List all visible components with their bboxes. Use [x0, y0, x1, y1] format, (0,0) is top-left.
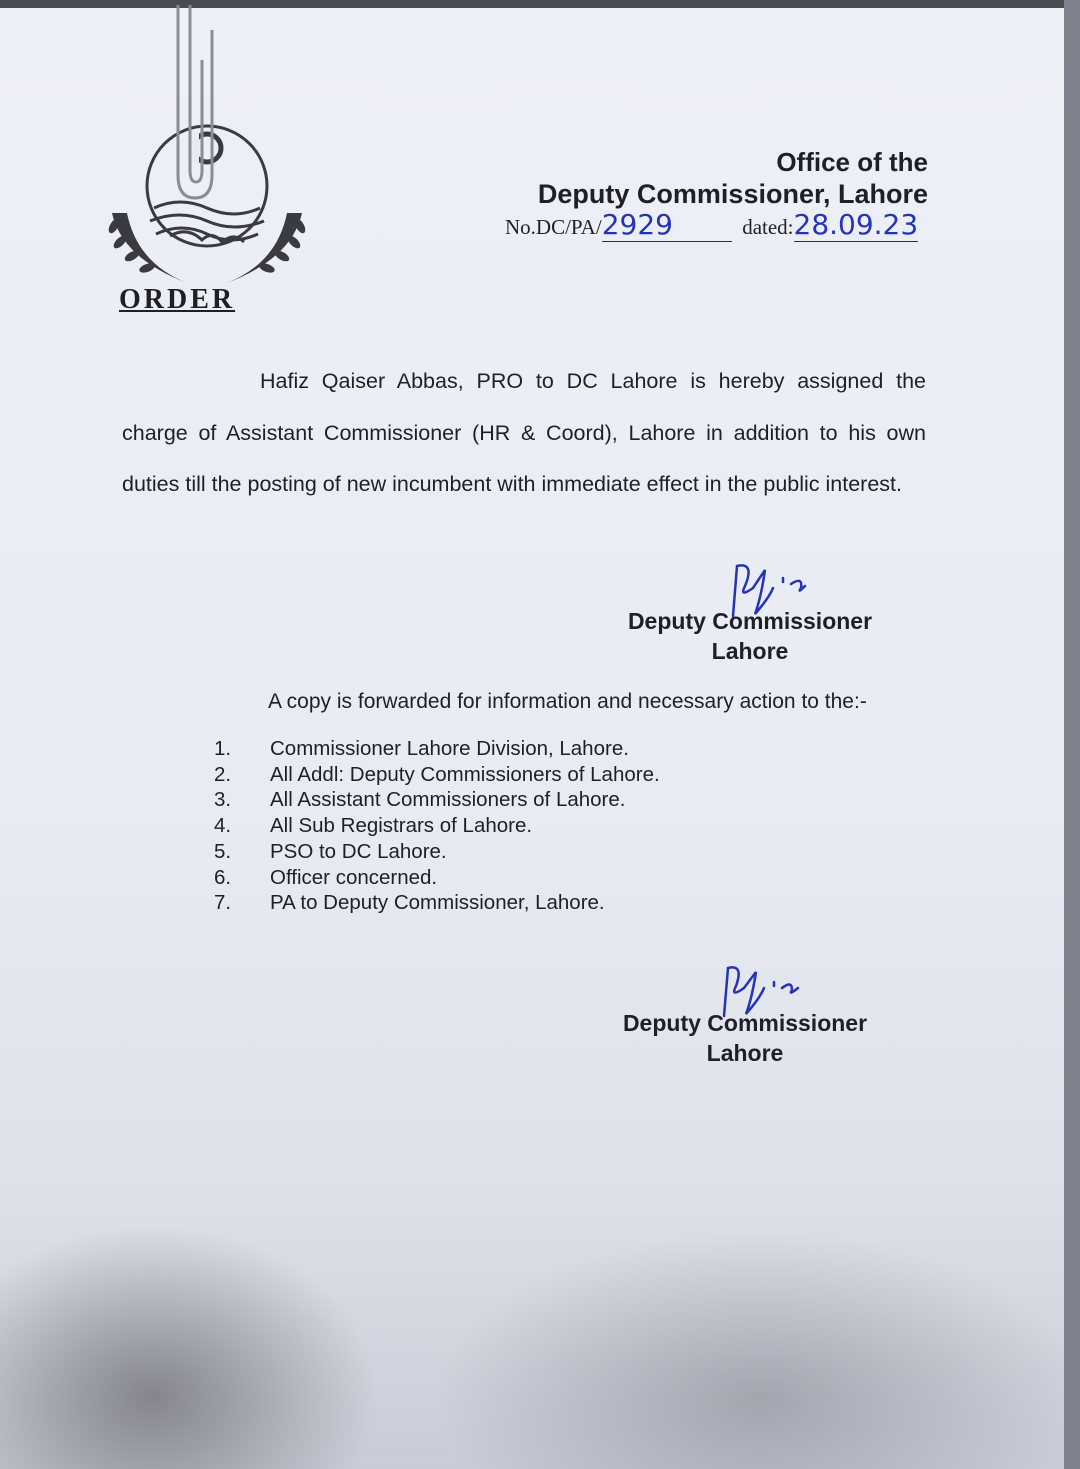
list-item: 2. All Addl: Deputy Commissioners of Lahore.: [214, 762, 660, 786]
office-line-2: Deputy Commissioner, Lahore: [537, 179, 928, 209]
phone-shadow: [440, 1235, 1080, 1469]
signatory-title: Deputy Commissioner: [622, 1010, 868, 1036]
copy-intro: A copy is forwarded for information and necessary action to the:-: [268, 690, 867, 713]
list-item: 7. PA to Deputy Commissioner, Lahore.: [214, 891, 605, 915]
signatory-place: Lahore: [711, 638, 789, 664]
number-label: No.DC/PA/: [505, 215, 602, 239]
dated-label: dated:: [742, 215, 794, 239]
office-line-1: Office of the: [776, 147, 928, 177]
list-item: 6. Officer concerned.: [214, 865, 438, 889]
list-item: 5. PSO to DC Lahore.: [214, 839, 447, 863]
signatory-title: Deputy Commissioner: [627, 608, 873, 634]
dated-value: 28.09.23: [793, 208, 919, 241]
order-body: Hafiz Qaiser Abbas, PRO to DC Lahore is hereby assigned the charge of Assistant Commissioner (HR & Coord), Lahore in addition to his own duties till the posting of new incumbent with immediate effect in the public interest.: [122, 369, 926, 496]
hand-shadow: [0, 1225, 380, 1469]
reference-line: [505, 208, 918, 242]
order-title: ORDER: [119, 284, 236, 315]
list-item: 4. All Sub Registrars of Lahore.: [214, 814, 533, 838]
signatory-place: Lahore: [706, 1040, 784, 1066]
office-heading: [538, 146, 928, 210]
signature-block-1: [612, 606, 888, 666]
paperclip-icon: [160, 0, 230, 205]
number-value: 2929: [602, 208, 732, 242]
list-item: 1. Commissioner Lahore Division, Lahore.: [214, 737, 629, 760]
list-item: 3. All Assistant Commissioners of Lahore.: [214, 788, 626, 812]
signature-block-2: [608, 1008, 882, 1068]
distribution-list: [214, 736, 660, 916]
